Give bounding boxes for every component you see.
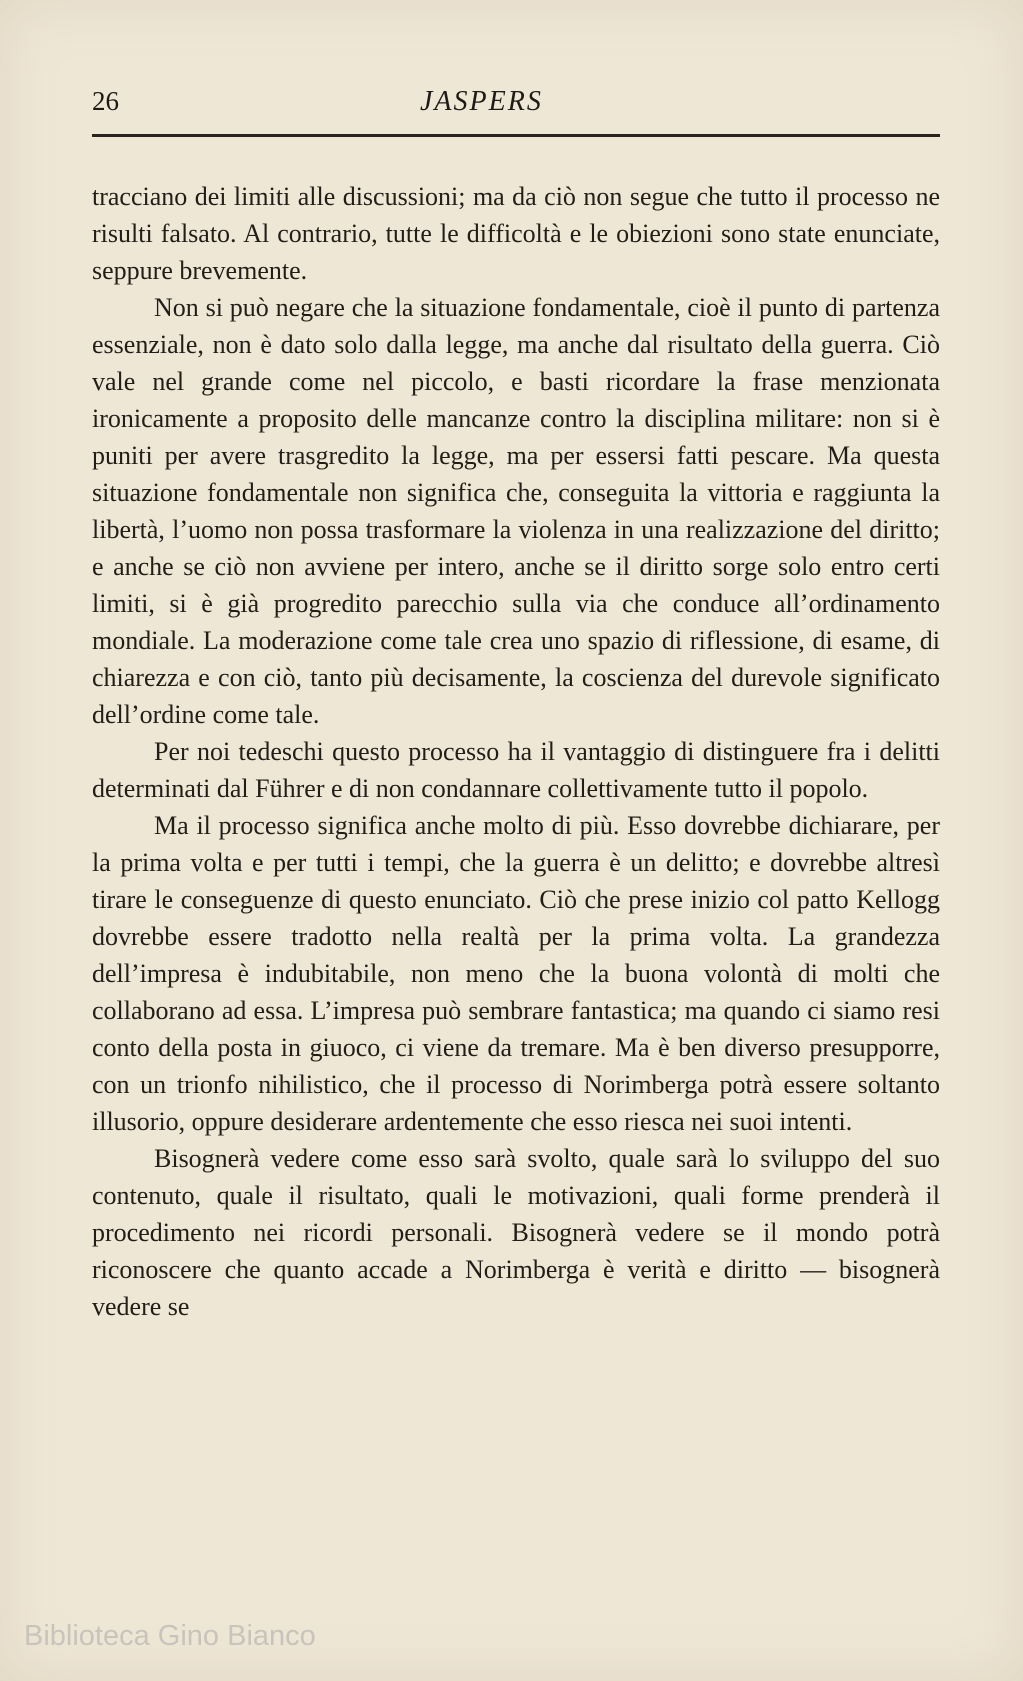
- library-watermark: Biblioteca Gino Bianco: [24, 1620, 316, 1652]
- paragraph: Ma il processo significa anche molto di più. Esso dovrebbe dichiarare, per la prima volta e per tutti i tempi, che la guerra è un delitto; e dovrebbe altresì tirare le conseguenze di questo enunciato. Ciò che prese inizio col patto Kellogg dovrebbe essere tradotto nella realtà per la prima volta. La grandezza dell’impresa è indubitabile, non meno che la buona volontà di molti che collaborano ad essa. L’impresa può sembrare fantastica; ma quando ci siamo resi conto della posta in giuoco, ci viene da tremare. Ma è ben diverso presupporre, con un trionfo nihilistico, che il processo di Norimberga potrà essere soltanto illusorio, oppure desiderare ardentemente che esso riesca nei suoi intenti.: [92, 811, 940, 1136]
- page-number: 26: [92, 86, 119, 116]
- running-head: JASPERS: [420, 86, 543, 117]
- paragraph: Bisognerà vedere come esso sarà svolto, quale sarà lo sviluppo del suo contenuto, quale il risultato, quali le motivazioni, quali forme prenderà il procedimento nei ricordi personali. Bisognerà vedere se il mondo potrà riconoscere che quanto accade a Norimberga è verità e diritto — bisognerà vedere se: [92, 1144, 940, 1321]
- header-rule: [92, 134, 940, 137]
- paragraph: Per noi tedeschi questo processo ha il vantaggio di distinguere fra i delitti determinati dal Führer e di non condannare collettivamente tutto il popolo.: [92, 737, 940, 803]
- body-text: [92, 178, 940, 1325]
- paragraph-continued: tracciano dei limiti alle discussioni; ma da ciò non segue che tutto il processo ne risulti falsato. Al contrario, tutte le difficoltà e le obiezioni sono state enunciate, seppure brevemente.: [92, 182, 940, 285]
- paragraph: Non si può negare che la situazione fondamentale, cioè il punto di partenza essenziale, non è dato solo dalla legge, ma anche dal risultato della guerra. Ciò vale nel grande come nel piccolo, e basti ricordare la frase menzionata ironicamente a proposito delle mancanze contro la disciplina militare: non si è puniti per avere trasgredito la legge, ma per essersi fatti pescare. Ma questa situazione fondamentale non significa che, conseguita la vittoria e raggiunta la libertà, l’uomo non possa trasformare la violenza in una realizzazione del diritto; e anche se ciò non avviene per intero, anche se il diritto sorge solo entro certi limiti, si è già progredito parecchio sulla via che conduce all’ordinamento mondiale. La moderazione come tale crea uno spazio di riflessione, di esame, di chiarezza e con ciò, tanto più decisamente, la coscienza del durevole significato dell’ordine come tale.: [92, 293, 940, 729]
